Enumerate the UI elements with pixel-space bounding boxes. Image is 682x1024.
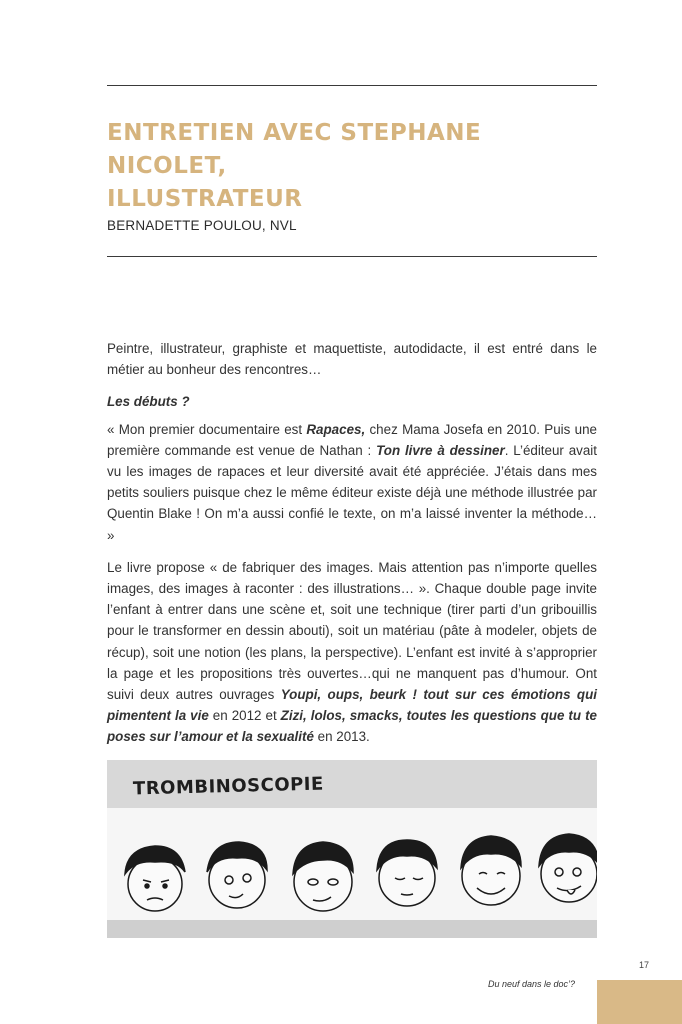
title-line-2: ILLUSTRATEUR: [107, 186, 303, 212]
top-rule: [107, 85, 597, 86]
title-line-1: ENTRETIEN AVEC STEPHANE NICOLET,: [107, 120, 482, 179]
smirk-face: [293, 842, 353, 911]
intro-paragraph: Peintre, illustrateur, graphiste et maquettiste, autodidacte, il est entré dans le métier au bonheur des rencontres…: [107, 341, 597, 378]
footer-accent-box: [597, 980, 682, 1024]
sleepy-face: [377, 840, 437, 906]
article-title: [107, 117, 587, 216]
text-run: . L’éditeur avait vu les images de rapaces et leur diversité avait été appréciée. J’étais dans mes petits souliers puisque chez le même éditeur existe déjà une méthode illustrée par Quentin Blake ! On m’a aussi confié le texte, on m’a laissé inventer la méthode… »: [107, 442, 598, 543]
running-title: Du neuf dans le doc’?: [488, 979, 576, 989]
paragraph-debuts: [107, 419, 597, 546]
illustration-label: TROMBINOSCOPIE: [132, 773, 325, 800]
article-body: [107, 338, 597, 759]
author-byline: BERNADETTE POULOU, NVL: [107, 218, 297, 233]
bottom-rule: [107, 256, 597, 257]
book-title-rapaces: Rapaces,: [306, 421, 366, 437]
book-title-zizi: Zizi, lolos, smacks, toutes les questions que tu te poses sur l’amour et la sexualité: [107, 708, 597, 745]
text-run: Le livre propose « de fabriquer des images. Mais attention pas n’importe quelles images, des images à raconter : des illustrations… ». Chaque double page invite l’enfant à entrer dans une scène et, soit une technique (tirer parti d’un gribouillis pour le transformer en dessin abouti), soit un matériau (pâte à modeler, objets de récup), soit une notion (les plans, la perspective). L’enfant est invité à s’approprier la page et les propositions très ouvertes…qui ne manquent pas d’humour. Ont suivi deux autres ouvrages: [107, 559, 597, 703]
smiling-face: [461, 836, 521, 905]
text-run: « Mon premier documentaire est: [107, 421, 307, 437]
paragraph-livre: [107, 557, 597, 748]
text-run: chez Mama Josefa en 2010. Puis une première commande est venue de Nathan :: [107, 421, 597, 458]
text-run: en 2012 et: [208, 708, 281, 724]
tongue-out-face: [539, 834, 597, 902]
book-title-ton-livre: Ton livre à dessiner: [376, 442, 505, 458]
grumpy-face: [125, 846, 185, 911]
book-title-youpi: Youpi, oups, beurk ! tout sur ces émotions qui pimentent la vie: [107, 687, 597, 724]
text-run: en 2013.: [313, 729, 370, 745]
page-number: 17: [639, 960, 650, 970]
sly-face: [207, 842, 267, 908]
section-heading: Les débuts ?: [107, 394, 190, 410]
trombinoscopie-illustration: [107, 760, 597, 938]
faces-drawing: [107, 830, 597, 930]
